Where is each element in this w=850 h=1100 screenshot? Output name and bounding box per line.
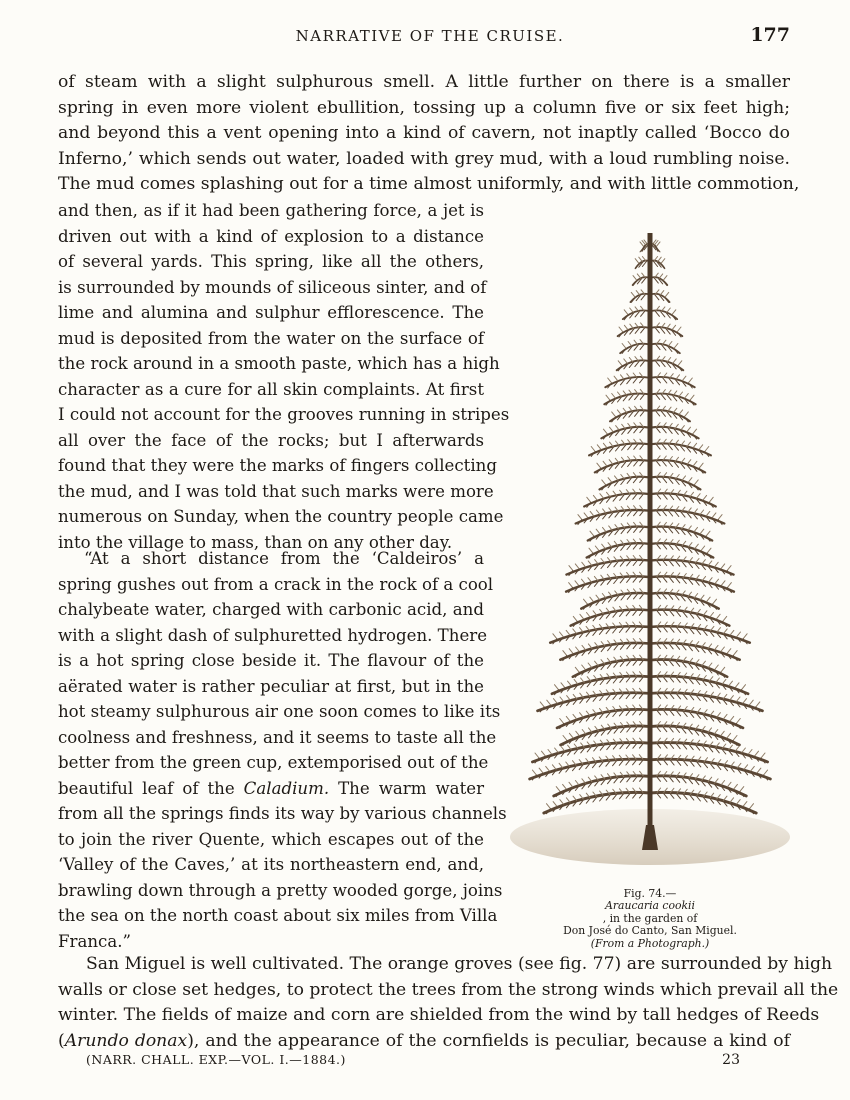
text-line: winter. The fields of maize and corn are shielded from the wind by tall hedges of Reeds: [58, 1005, 820, 1025]
running-title: NARRATIVE OF THE CRUISE.: [295, 27, 565, 45]
text-line: spring in even more violent ebullition, tossing up a column five or six feet high;: [58, 97, 790, 118]
text-span: beautiful leaf of the: [58, 778, 244, 798]
text-line: brawling down through a pretty wooded gorge, joins: [58, 880, 503, 900]
text-line: lime and alumina and sulphur efflorescence. The: [58, 303, 484, 322]
caption-line: (From a Photograph.): [590, 936, 710, 950]
figure-caption: [505, 888, 795, 950]
text-line: of several yards. This spring, like all the others,: [58, 252, 484, 271]
text-line: numerous on Sunday, when the country people came: [58, 507, 504, 526]
text-line: all over the face of the rocks; but I afterwards: [58, 430, 484, 450]
text-span: (: [58, 1030, 65, 1051]
text-line: chalybeate water, charged with carbonic acid, and: [58, 600, 484, 619]
text-line: aërated water is rather peculiar at first, but in the: [58, 676, 484, 696]
signature-number: 23: [722, 1052, 740, 1068]
text-line: the rock around in a smooth paste, which has a high: [58, 354, 500, 373]
tree-illustration: [500, 225, 800, 875]
text-line: coolness and freshness, and it seems to taste all the: [58, 727, 497, 747]
column-paragraph-1: [58, 198, 510, 555]
text-span: The warm water: [329, 778, 484, 798]
text-line: and then, as if it had been gathering force, a jet is: [58, 201, 484, 220]
caption-species: Araucaria cookii: [605, 899, 695, 913]
text-line: is surrounded by mounds of siliceous sinter, and of: [58, 277, 487, 297]
text-line: “At a short distance from the ‘Caldeiros’ a: [84, 549, 484, 568]
top-paragraph: [58, 70, 800, 198]
text-line: walls or close set hedges, to protect the trees from the strong winds which prevail all the: [58, 979, 839, 1000]
text-line: Inferno,’ which sends out water, loaded with grey mud, with a loud rumbling noise.: [58, 148, 790, 169]
text-line: The mud comes splashing out for a time almost uniformly, and with little commotion,: [58, 174, 800, 194]
text-line: from all the springs finds its way by various channels: [58, 804, 507, 823]
signature-line: (NARR. CHALL. EXP.—VOL. I.—1884.): [86, 1052, 346, 1067]
bottom-paragraph: [58, 952, 839, 1054]
text-line: San Miguel is well cultivated. The orange groves (see fig. 77) are surrounded by high: [86, 954, 833, 974]
page-number: 177: [750, 24, 790, 46]
text-line: Franca.”: [58, 931, 131, 951]
text-line: better from the green cup, extemporised out of the: [58, 753, 489, 772]
text-line: with a slight dash of sulphuretted hydrogen. There: [58, 625, 488, 645]
italic-term: Arundo donax: [64, 1030, 188, 1051]
italic-term: Caladium.: [243, 778, 330, 798]
text-line: driven out with a kind of explosion to a distance: [58, 226, 484, 246]
text-line: spring gushes out from a crack in the rock of a cool: [58, 574, 494, 594]
text-line: [58, 776, 484, 802]
araucaria-tree-image: [500, 225, 800, 875]
text-line: character as a cure for all skin complaints. At first: [58, 379, 484, 399]
caption-text: , in the garden of: [602, 911, 698, 925]
text-line: is a hot spring close beside it. The flavour of the: [58, 651, 484, 670]
text-line: of steam with a slight sulphurous smell. A little further on there is a smaller: [58, 72, 790, 92]
caption-figure-number: Fig. 74.—: [623, 887, 677, 900]
text-line: mud is deposited from the water on the surface of: [58, 328, 484, 348]
text-line: to join the river Quente, which escapes out of the: [58, 829, 484, 849]
text-line: I could not account for the grooves running in stripes: [58, 405, 510, 424]
text-line: hot steamy sulphurous air one soon comes to like its: [58, 702, 501, 721]
caption-line: Don José do Canto, San Miguel.: [563, 924, 737, 938]
text-line: the mud, and I was told that such marks were more: [58, 481, 494, 501]
text-line: into the village to mass, than on any other day.: [58, 532, 453, 552]
caption-line: [505, 888, 795, 925]
text-line: ‘Valley of the Caves,’ at its northeastern end, and,: [58, 855, 484, 874]
text-line: [58, 1029, 790, 1055]
text-span: ), and the appearance of the cornfields is peculiar, because a kind of: [187, 1030, 790, 1051]
text-line: the sea on the north coast about six miles from Villa: [58, 906, 498, 925]
text-line: and beyond this a vent opening into a kind of cavern, not inaptly called ‘Bocco do: [58, 123, 790, 143]
text-line: found that they were the marks of fingers collecting: [58, 456, 497, 475]
column-paragraph-2: [58, 546, 507, 954]
